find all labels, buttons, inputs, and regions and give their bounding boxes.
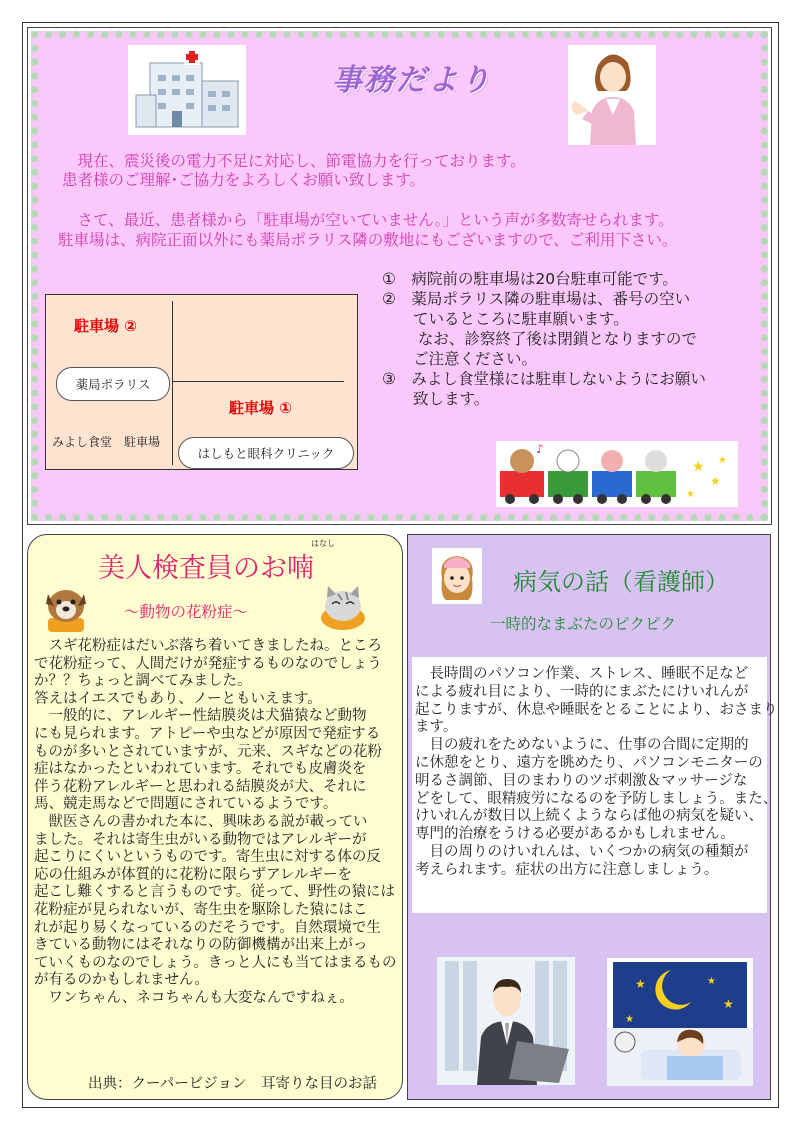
body-line: 起こりますが、休息や睡眠をとることにより、おさまり — [415, 701, 778, 718]
body-line: けいれんが数日以上続くようならば他の病気を疑い、 — [415, 808, 763, 825]
body-line: 専門的治療をうける必要があるかもしれません。 — [415, 826, 735, 843]
body-line: 目の周りのけいれんは、いくつかの病気の種類が — [415, 843, 749, 860]
body-line: か？？ちょっと調べてみました。 — [34, 673, 252, 690]
body-line: 応の仕組みが体質的に花粉に限らずアレルギーを — [34, 866, 353, 883]
dog-icon — [42, 582, 90, 634]
svg-text:★: ★ — [723, 997, 734, 1011]
body-line: 目の疲れをためないように、仕事の合間に定期的 — [415, 737, 749, 754]
body-line: 馬、競走馬などで問題にされているようです。 — [34, 796, 338, 813]
miyoshi-parking-label: みよし食堂 駐車場 — [52, 435, 161, 449]
body-line: 長時間のパソコン作業、ストレス、睡眠不足など — [415, 666, 749, 682]
body-line: ものが多いとされていますが、元来、スギなどの花粉 — [34, 743, 382, 760]
rule-2-line-2: ているところに駐車願います。 — [382, 310, 629, 328]
body-line: による疲れ目により、一時的にまぶたにけいれんが — [415, 683, 749, 700]
svg-text:★: ★ — [625, 1014, 634, 1025]
beauty-inspector-subtitle: ～動物の花粉症～ — [124, 603, 249, 621]
cat-icon — [318, 582, 368, 632]
body-line: どをして、眼精疲労になるのを予防しましょう。また、 — [415, 790, 778, 807]
body-line: 獣医さんの書かれた本に、興味ある説が載ってい — [34, 813, 368, 830]
body-line: 一般的に、アレルギー性結膜炎は犬猫猿など動物 — [34, 708, 367, 725]
notice-line-1: 現在、震災後の電力不足に対応し、節電協力を行っております。 — [62, 152, 526, 170]
notice-line-4: 駐車場は、病院正面以外にも薬局ポラリス隣の敷地にもございますので、ご利用下さい。 — [58, 231, 678, 249]
svg-text:★: ★ — [718, 455, 727, 466]
body-line: ます。 — [415, 719, 458, 736]
body-line: 起こりにくいというものです。寄生虫に対する体の反 — [34, 849, 381, 866]
body-line: 花粉症が見られないが、寄生虫を駆除した猿にはこ — [34, 901, 368, 918]
body-line: で花粉症って、人間だけが発症するものなのでしょう — [34, 655, 382, 672]
parking-2-label: 駐車場 ② — [74, 317, 137, 335]
svg-text:♪: ♪ — [536, 442, 544, 456]
receptionist-illustration — [568, 45, 656, 145]
body-line: 伴う花粉アレルギーと思われる結膜炎が犬、それに — [34, 778, 367, 795]
rule-2-line-4: ご注意ください。 — [382, 350, 538, 368]
svg-text:★: ★ — [635, 977, 646, 991]
notice-line-3: さて、最近、患者様から「駐車場が空いていません。」という声が多数寄せられます。 — [62, 211, 674, 229]
body-line: が有るのかもしれません。 — [34, 972, 209, 989]
office-worker-illustration — [437, 957, 575, 1085]
body-line: 起こし難くすると言うものです。従って、野性の猿には — [34, 884, 396, 901]
beauty-inspector-body — [34, 638, 397, 1007]
svg-text:★: ★ — [707, 976, 716, 987]
body-line: に休憩をとり、遠方を眺めたり、パソコンモニターの — [415, 754, 763, 771]
body-line: 症はなかったといわれています。それでも皮膚炎を — [34, 761, 367, 778]
body-line: きている動物にはそれなりの防御機構が出来上がっ — [34, 937, 368, 954]
rule-3-line-1: ③ みよし食堂様には駐車しないようにお願い — [382, 370, 706, 388]
animal-train-illustration — [496, 441, 738, 507]
disease-talk-body — [415, 666, 778, 880]
parking-rules-list — [382, 269, 706, 409]
body-line: ていくものなのでしょう。きっと人にも当てはまるもの — [34, 954, 397, 971]
rule-2-line-1: ② 薬局ポラリス隣の駐車場は、番号の空い — [382, 290, 691, 308]
svg-text:★: ★ — [686, 489, 695, 500]
parking-map — [45, 294, 358, 470]
beauty-inspector-title: 美人検査員のお喃 — [98, 553, 314, 584]
rule-2-line-3: なお、診察終了後は閉鎖となりますので — [382, 330, 697, 348]
disease-talk-title: 病気の話（看護師） — [513, 568, 729, 596]
svg-text:★: ★ — [710, 474, 721, 488]
office-news-title: 事務だより — [332, 63, 492, 98]
disease-talk-subtitle: 一時的なまぶたのピクピク — [490, 615, 677, 633]
hashimoto-clinic-label: はしもと眼科クリニック — [178, 437, 354, 469]
body-line: 考えられます。症状の出方に注意しましょう。 — [415, 861, 719, 878]
parking-1-label: 駐車場 ① — [229, 399, 292, 417]
body-line: にも見られます。アトピーや虫などが原因で発症する — [34, 725, 381, 742]
title-ruby: はなし — [311, 539, 335, 548]
body-line: スギ花粉症はだいぶ落ち着いてきましたね。ところ — [34, 638, 382, 654]
source-citation: 出典：クーパービジョン 耳寄りな目のお話 — [88, 1076, 377, 1092]
pharmacy-polaris-label: 薬局ポラリス — [56, 367, 170, 401]
svg-text:★: ★ — [692, 459, 705, 475]
body-line: 答えはイエスでもあり、ノーともいえます。 — [34, 690, 322, 707]
rule-3-line-2: 致します。 — [382, 390, 490, 408]
hospital-building-icon — [128, 45, 246, 135]
body-line: ワンちゃん、ネコちゃんも大変なんですねぇ。 — [34, 989, 354, 1006]
body-line: れが起り易くなっているのだそうです。自然環境で生 — [34, 919, 381, 936]
body-line: ました。それは寄生虫がいる動物ではアレルギーが — [34, 831, 367, 848]
notice-line-2: 患者様のご理解･ご協力をよろしくお願い致します。 — [62, 171, 426, 189]
rule-1: ① 病院前の駐車場は20台駐車可能です。 — [382, 270, 678, 288]
sleeping-person-illustration — [607, 958, 753, 1086]
nurse-icon — [432, 548, 482, 604]
body-line: 明るさ調節、目のまわりのツボ刺激＆マッサージな — [415, 772, 748, 789]
